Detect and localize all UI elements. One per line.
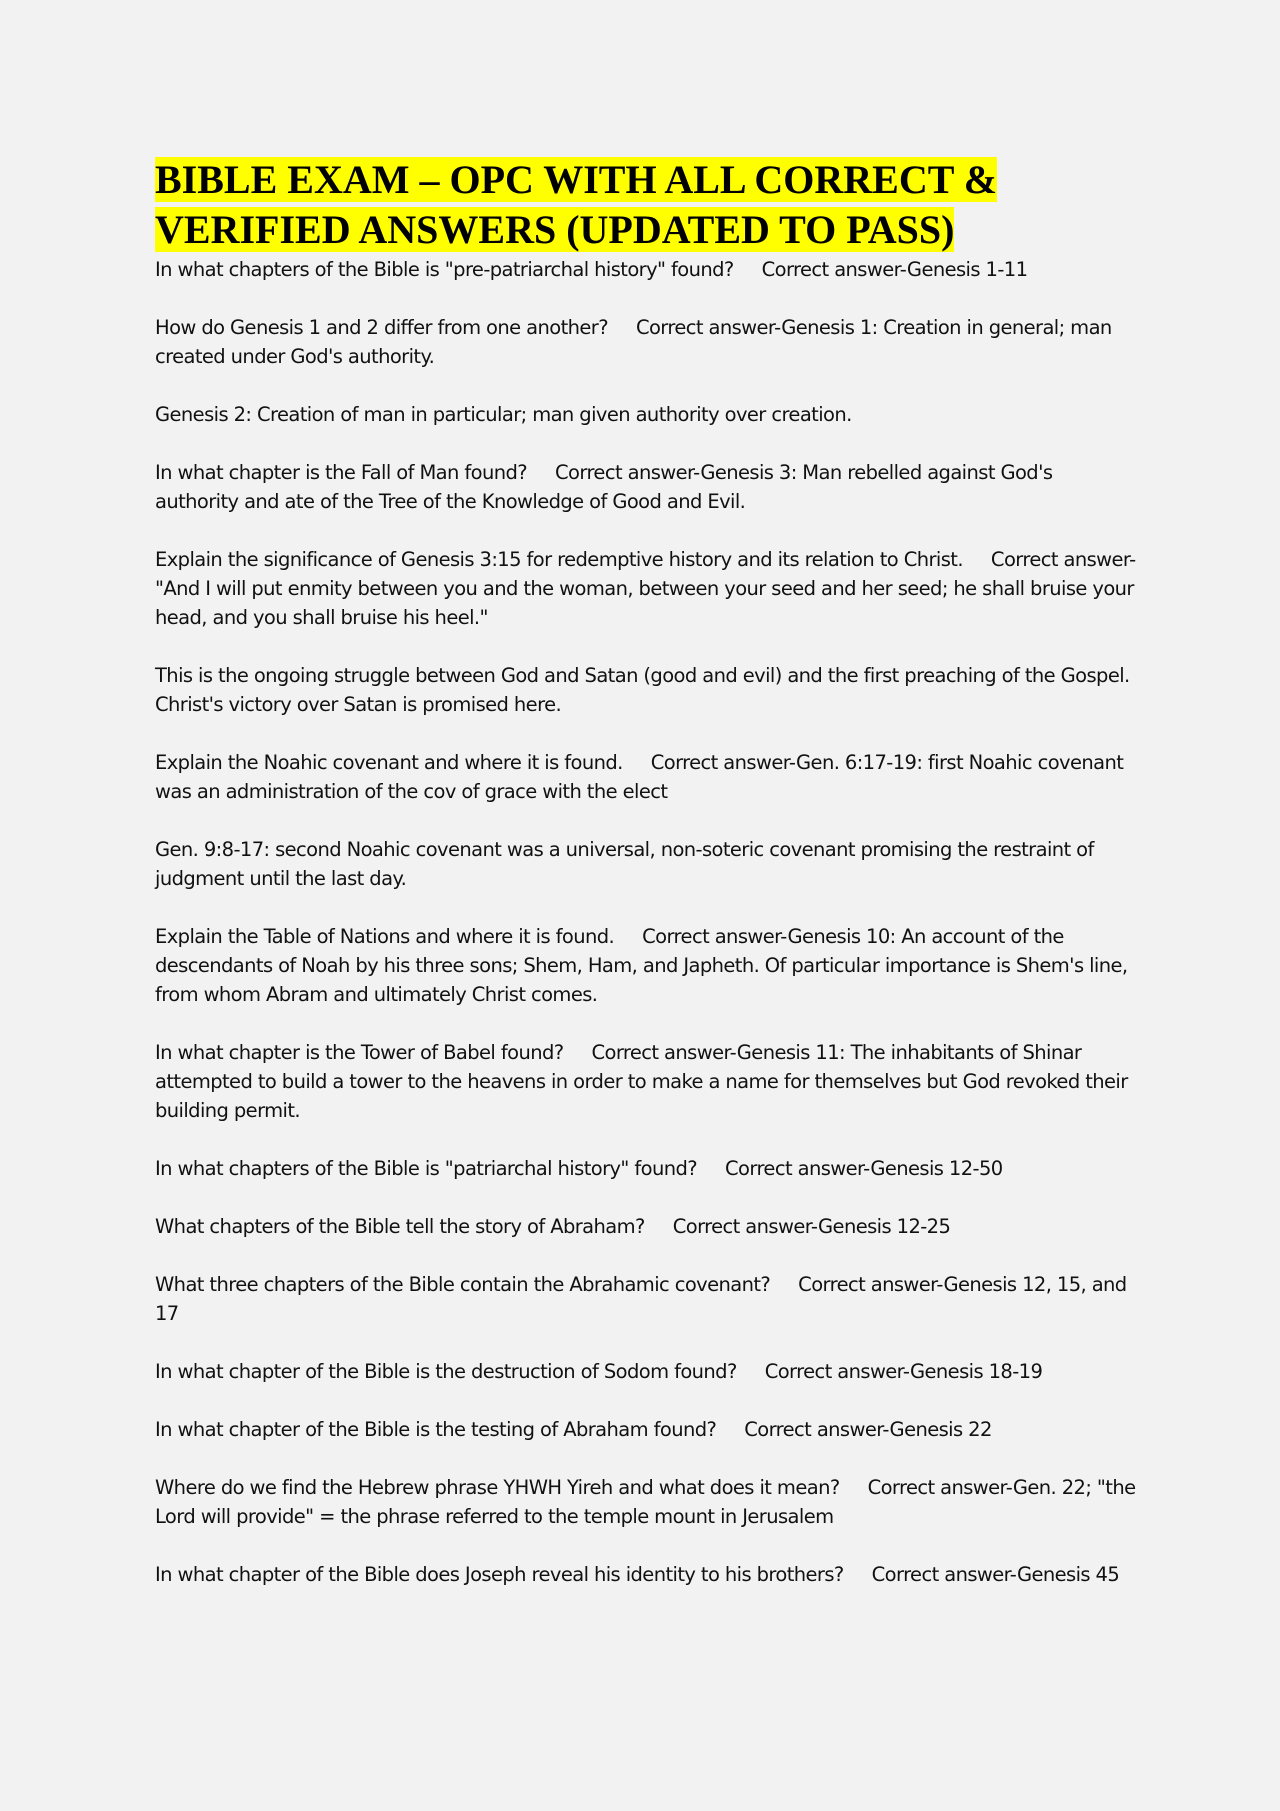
title-line-1: BIBLE EXAM – OPC WITH ALL CORRECT & (155, 157, 998, 202)
document-page (155, 155, 1140, 1618)
qa-paragraph: In what chapter of the Bible is the testing of Abraham found? Correct answer-Genesis 22 (155, 1418, 992, 1441)
qa-paragraph: How do Genesis 1 and 2 differ from one another? Correct answer-Genesis 1: Creation in general; man created under God's authority. (155, 316, 1118, 368)
qa-paragraph: Where do we find the Hebrew phrase YHWH Yireh and what does it mean? Correct answer-Gen. 22; "the Lord will provide" = the phrase referred to the temple mount in Jerusalem (155, 1476, 1142, 1528)
qa-paragraph: In what chapter is the Fall of Man found? Correct answer-Genesis 3: Man rebelled against God's authority and ate of the Tree of the Knowledge of Good and Evil. (155, 461, 1059, 513)
qa-paragraph: Genesis 2: Creation of man in particular; man given authority over creation. (155, 403, 852, 426)
qa-paragraph: What three chapters of the Bible contain the Abrahamic covenant? Correct answer-Genesis 12, 15, and 17 (155, 1273, 1133, 1325)
qa-paragraph: In what chapter of the Bible is the destruction of Sodom found? Correct answer-Genesis 18-19 (155, 1360, 1043, 1383)
qa-paragraph: In what chapter of the Bible does Joseph reveal his identity to his brothers? Correct answer-Genesis 45 (155, 1563, 1120, 1586)
title-line-2: VERIFIED ANSWERS (UPDATED TO PASS) (155, 207, 955, 252)
document-title (155, 155, 1140, 255)
qa-paragraph: In what chapters of the Bible is "pre-patriarchal history" found? Correct answer-Genesis 1-11 (155, 258, 1028, 281)
qa-paragraph: Explain the Table of Nations and where it is found. Correct answer-Genesis 10: An account of the descendants of Noah by his three sons; Shem, Ham, and Japheth. Of particular importance is Shem's line, from whom Abram and ultimately Christ comes. (155, 925, 1134, 1006)
qa-paragraph: This is the ongoing struggle between God and Satan (good and evil) and the first preaching of the Gospel. Christ's victory over Satan is promised here. (155, 664, 1136, 716)
qa-paragraph: Gen. 9:8-17: second Noahic covenant was a universal, non-soteric covenant promising the restraint of judgment until the last day. (155, 838, 1100, 890)
qa-paragraph: In what chapters of the Bible is "patriarchal history" found? Correct answer-Genesis 12-50 (155, 1157, 1003, 1180)
document-body (155, 255, 1140, 1589)
qa-paragraph: Explain the Noahic covenant and where it is found. Correct answer-Gen. 6:17-19: first Noahic covenant was an administration of the cov of grace with the elect (155, 751, 1129, 803)
qa-paragraph: What chapters of the Bible tell the story of Abraham? Correct answer-Genesis 12-25 (155, 1215, 951, 1238)
qa-paragraph: In what chapter is the Tower of Babel found? Correct answer-Genesis 11: The inhabitants of Shinar attempted to build a tower to the heavens in order to make a name for themselves but God revoked their building permit. (155, 1041, 1134, 1122)
qa-paragraph: Explain the significance of Genesis 3:15 for redemptive history and its relation to Christ. Correct answer-"And I will put enmity between you and the woman, between your seed and her seed; he shall bruise your head, and you shall bruise his heel." (155, 548, 1140, 629)
